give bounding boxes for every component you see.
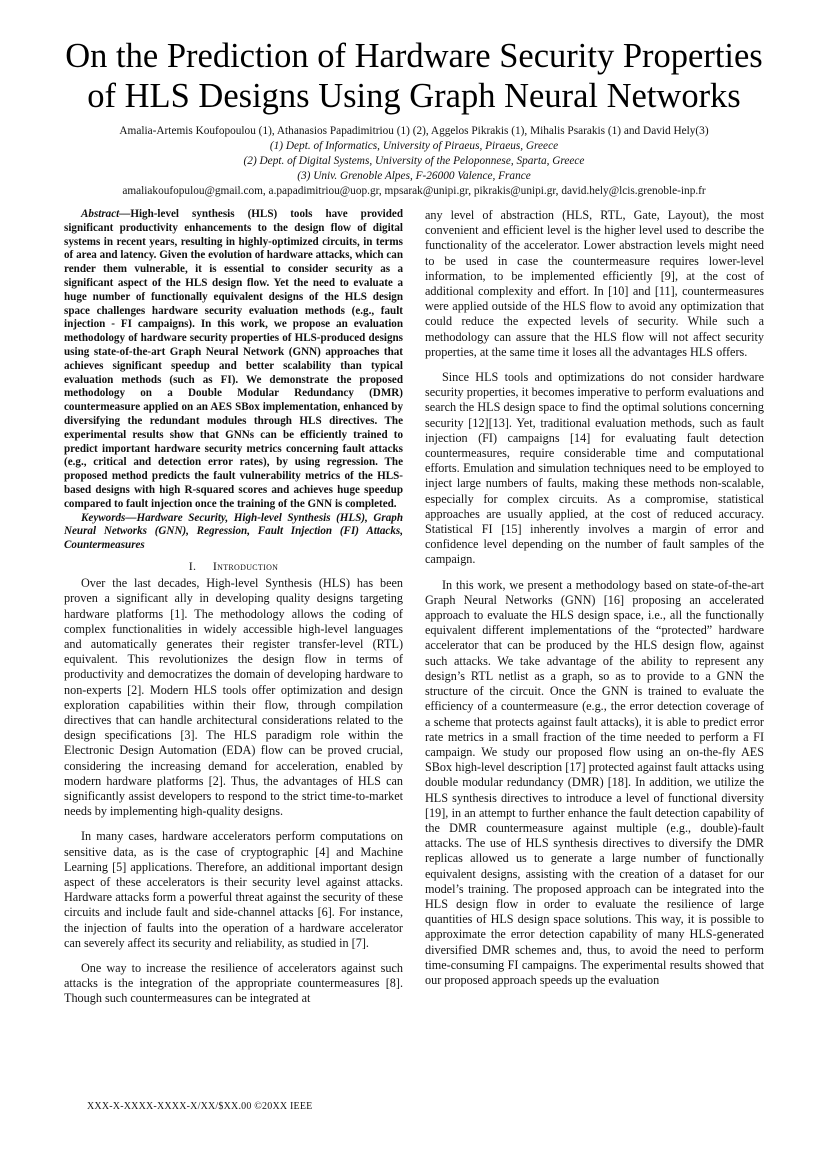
abstract-text: High-level synthesis (HLS) tools have provided significant productivity enhancements to the design flow of digital systems in recent years, resulting in highly-optimized circuits, in terms of area and latency. Given the evolution of hardware attacks, which can render them vulnerable, it is essential to consider security as a significant aspect of the HLS design flow. Yet the need to evaluate a huge number of functionally equivalent designs of the HLS design space challenges hardware security evaluation methods (e.g., fault injection - FI campaigns). In this work, we propose an evaluation methodology of hardware security properties of HLS-produced designs using state-of-the-art Graph Neural Network (GNN) approaches that achieves significant speedup and better scalability than typical evaluation methods (such as FI). We demonstrate the proposed methodology on a Double Modular Redundancy (DMR) countermeasure applied on an AES SBox implementation, enhanced by diversifying the redundant modules through HLS directives. The experimental results show that GNNs can be efficiently trained to predict important hardware security metrics concerning fault attacks (e.g., critical and detection error rates), by using regression. The proposed method predicts the fault vulnerability metrics of the HLS-based designs with high R-squared scores and achieves huge speedup compared to fault injection once the training of the GNN is completed. [64,208,403,510]
abstract [64,208,403,512]
copyright-footer: XXX-X-XXXX-XXXX-X/XX/$XX.00 ©20XX IEEE [87,1101,313,1112]
intro-paragraph-2: In many cases, hardware accelerators perform computations on sensitive data, as is the case of cryptographic [4] and Machine Learning [5] applications. Therefore, an additional important design aspect of these accelerators is their security level against attacks. Hardware attacks form a powerful threat against the security of these circuits and include fault and side-channel attacks [6]. For instance, the injection of faults into the operation of a hardware accelerator can severely affect its security and reliability, as studied in [7]. [64,829,403,950]
right-paragraph-2: Since HLS tools and optimizations do not consider hardware security properties, it becomes imperative to perform evaluations and search the HLS design space to find the optimal solutions concerning security [12][13]. Yet, traditional evaluation methods, such as fault injection (FI) campaigns [14] for evaluating fault detection countermeasures, require considerable time and computational efforts. Emulation and simulation techniques need to be employed to inject large numbers of faults, making these methods non-scalable, especially for complex circuits. As a compromise, statistical approaches are usually applied, at the cost of reduced accuracy. Statistical FI [15] inherently involves a margin of error and confidence level depending on the number of fault samples of the campaign. [425,370,764,567]
intro-paragraph-1: Over the last decades, High-level Synthesis (HLS) has been proven a significant ally in developing quality designs targeting hardware platforms [1]. The methodology allows the coding of complex functionalities in widely accessible high-level languages and automatically generates their register transfer-level (RTL) equivalent. This revolutionizes the design flow in terms of productivity and democratizes the domain of developing hardware to non-experts [2]. Modern HLS tools offer optimization and design exploration capabilities within their flow, through compilation directives that can handle architectural considerations related to the design specifications [3]. The HLS paradigm role within the Electronic Design Automation (EDA) flow can be proved crucial, considering the increasing demand for acceleration, enabled by modern hardware platforms [2]. Thus, the advantages of HLS can significantly assist developers to respond to the strict time-to-market needs by implementing high-quality designs. [64,576,403,819]
right-paragraph-3: In this work, we present a methodology based on state-of-the-art Graph Neural Networks (GNN) [16] proposing an accelerated approach to evaluate the HLS design space, i.e., all the functionally equivalent different implementations of the “protected” hardware accelerator that can be produced by the HLS design flow, against such attacks. We take advantage of the ability to represent any design’s RTL netlist as a graph, so as to provide to a GNN the structure of the circuit. Once the GNN is trained to evaluate the efficiency of a countermeasure (e.g., the error detection coverage of a scheme that protects against fault attacks), it is able to predict error rate metrics in a small fraction of the time needed to perform a FI campaign. We study our proposed flow using an on-the-fly AES SBox high-level description [17] protected against fault attacks using double modular redundancy (DMR) [18]. In addition, we utilize the HLS synthesis directives to introduce a level of functional diversity [19], in an attempt to further enhance the fault detection capability of the DMR countermeasure against multiple (e.g., double)-fault attacks. The use of HLS synthesis directives to diversify the DMR replicas allowed us to generate a large number of functionally equivalent designs, assisting with the creation of a dataset for our model’s training. The proposed approach can be integrated into the HLS design flow in order to evaluate the resilience of large quantities of HLS design space solutions. This way, it is possible to approximate the error detection capability of many HLS-generated diversified DMR schemes and, thus, to avoid the need to perform time-consuming FI campaigns. The experimental results showed that our proposed approach speeds up the evaluation [425,577,764,987]
author-emails: amaliakoufopulou@gmail.com, a.papadimitriou@uop.gr, mpsarak@unipi.gr, pikrakis@unipi.gr, david.hely@lcis.grenoble-inp.fr [122,185,706,197]
right-column [425,208,764,988]
title-line-2: of HLS Designs Using Graph Neural Networks [87,77,741,115]
intro-paragraph-3: One way to increase the resilience of accelerators against such attacks is the integration of the appropriate countermeasures [8]. Though such countermeasures can be integrated at [64,961,403,1006]
affiliation-1: (1) Dept. of Informatics, University of Piraeus, Piraeus, Greece [269,140,559,152]
right-paragraph-1: any level of abstraction (HLS, RTL, Gate, Layout), the most convenient and efficient level is the higher level used to describe the functionality of the accelerator. Lower abstraction levels might need to be used in case the countermeasure requires lower-level information, to be implemented efficiently [9], at the cost of additional complexity and effort. In [10] and [11], countermeasures were applied outside of the HLS flow to avoid any optimization that could reduce the expected levels of security. While such a methodology can assure that the HLS flow will not affect security properties, at the same time it loses all the advantages HLS offers. [425,208,764,359]
paper-title [40,36,788,116]
title-line-1: On the Prediction of Hardware Security Properties [65,37,763,75]
keywords: Keywords—Hardware Security, High-level Synthesis (HLS), Graph Neural Networks (GNN), Regression, Fault Injection (FI) Attacks, Countermeasures [64,511,403,552]
abstract-lead: Abstract— [81,208,131,220]
section-title: Introduction [212,558,279,573]
affiliation-3: (3) Univ. Grenoble Alpes, F-26000 Valence, France [297,170,531,182]
left-column [64,208,403,1007]
section-number: I. [188,558,197,573]
section-heading-introduction [64,559,403,574]
author-names: Amalia-Artemis Koufopoulou (1), Athanasios Papadimitriou (1) (2), Aggelos Pikrakis (1), Mihalis Psarakis (1) and David Hely(3) [119,125,709,137]
affiliation-2: (2) Dept. of Digital Systems, University of the Peloponnese, Sparta, Greece [243,155,585,167]
author-block [40,124,788,199]
